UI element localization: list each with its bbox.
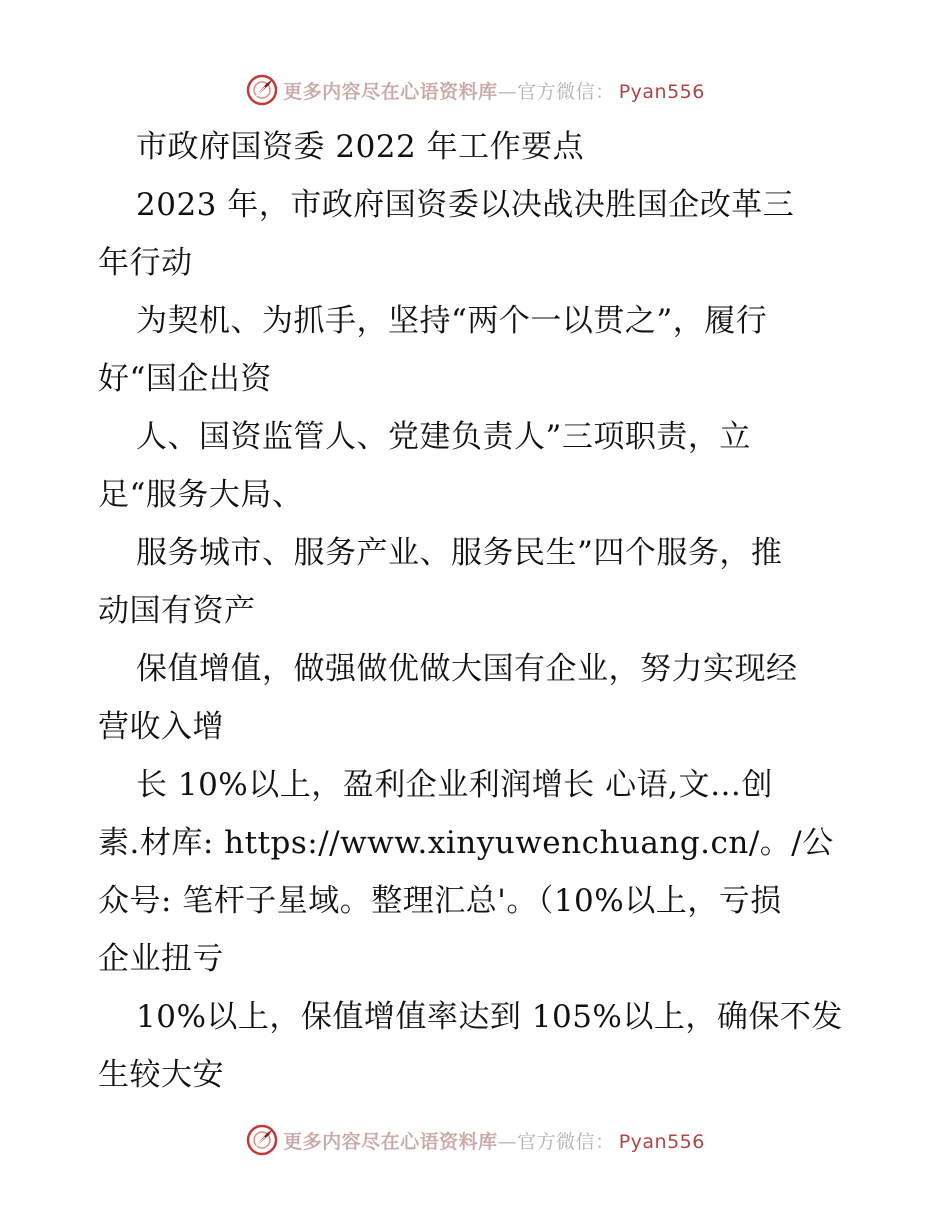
text-line: 动国有资产	[98, 593, 256, 629]
text-line: 企业扭亏	[98, 941, 224, 977]
watermark-main-text: 更多内容尽在心语资料库	[283, 1130, 498, 1153]
text-line: 众号: 笔杆子星域。整理汇总'。（10%以上，亏损	[98, 883, 782, 919]
watermark-wechat-id: Pyan556	[618, 80, 705, 103]
document-body	[98, 118, 868, 1104]
watermark-sub-text: 官方微信：	[517, 1130, 615, 1153]
header-watermark-banner	[0, 70, 950, 110]
watermark-dash: —	[497, 1130, 518, 1153]
watermark-dash: —	[497, 80, 518, 103]
watermark-main-text: 更多内容尽在心语资料库	[283, 80, 498, 103]
quill-logo-icon	[245, 73, 279, 107]
text-line: 足“服务大局、	[98, 477, 304, 513]
quill-logo-icon	[245, 1123, 279, 1157]
text-line: 服务城市、服务产业、服务民生”四个服务，推	[136, 535, 783, 571]
text-line: 长 10%以上，盈利企业利润增长 心语,文…创	[136, 767, 773, 803]
watermark-wechat-id: Pyan556	[618, 1130, 705, 1153]
text-line: 人、国资监管人、党建负责人”三项职责，立	[136, 419, 751, 455]
text-line: 素.材库: https://www.xinyuwenchuang.cn/。/公	[98, 825, 834, 861]
text-line: 保值增值，做强做优做大国有企业，努力实现经	[136, 651, 798, 687]
text-line: 营收入增	[98, 709, 224, 745]
text-line: 生较大安	[98, 1057, 224, 1093]
text-line: 2023 年，市政府国资委以决战决胜国企改革三	[136, 187, 795, 223]
text-line: 年行动	[98, 245, 193, 281]
text-line: 10%以上，保值增值率达到 105%以上，确保不发	[136, 999, 843, 1035]
watermark-sub-text: 官方微信：	[517, 80, 615, 103]
text-line: 为契机、为抓手，坚持“两个一以贯之”，履行	[136, 303, 768, 339]
text-line: 好“国企出资	[98, 361, 272, 397]
footer-watermark-banner	[0, 1120, 950, 1160]
text-line: 市政府国资委 2022 年工作要点	[136, 129, 585, 165]
